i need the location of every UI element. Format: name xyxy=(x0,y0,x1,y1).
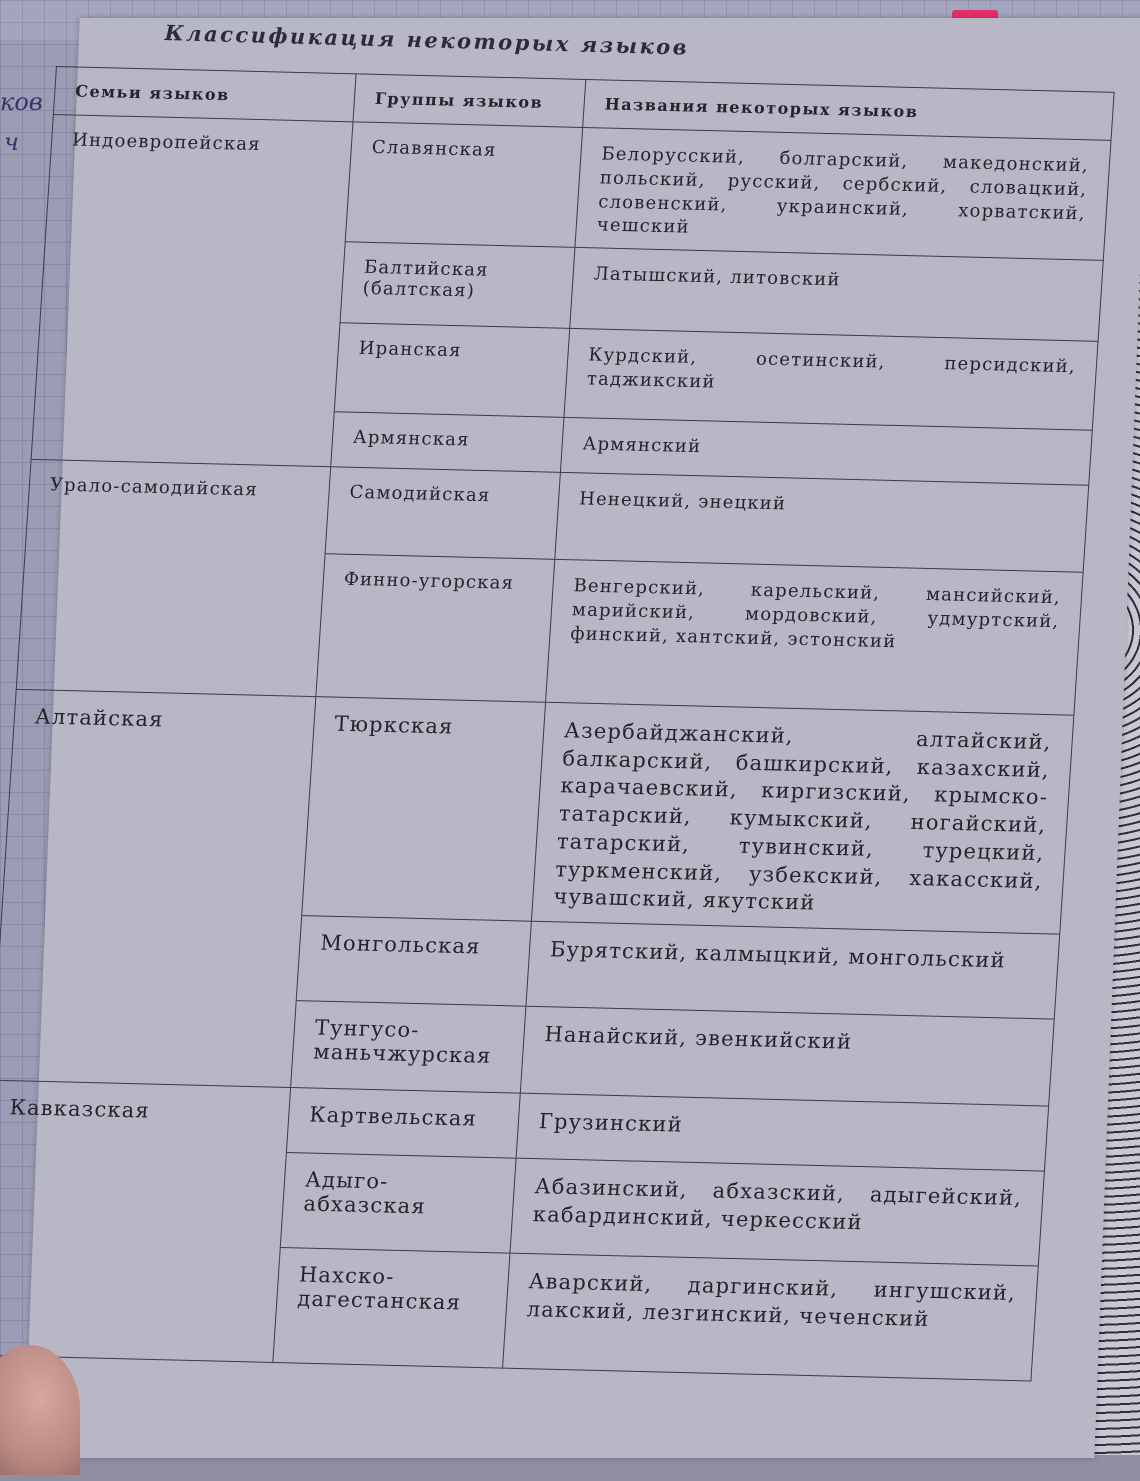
table-row xyxy=(46,114,1111,260)
languages-cell: Белорусский, болгарский, македонский, польский, русский, сербский, словацкий, словенский, украинский, хорватский, чешский xyxy=(575,127,1111,260)
group-cell: Славянская xyxy=(345,122,582,248)
classification-table-wrapper xyxy=(0,66,1115,1481)
group-cell: Тунгусо-маньчжурская xyxy=(291,1001,526,1094)
group-cell: Тюркская xyxy=(302,697,546,922)
family-cell: Алтайская xyxy=(0,689,316,1087)
languages-cell: Латышский, литовский xyxy=(570,247,1104,341)
group-cell: Монгольская xyxy=(296,916,531,1007)
languages-cell: Азербайджанский, алтайский, балкарский, башкирский, казахский, карачаевский, киргизский, крымско-татарский, кумыкский, ногайский, татарский, тувинский, турецкий, туркменский, узбекский, хакасский, чувашский, якутский xyxy=(531,702,1073,934)
group-cell: Финно-угорская xyxy=(316,554,555,703)
family-cell: Кавказская xyxy=(0,1080,291,1362)
margin-note-2: ч xyxy=(4,128,19,156)
languages-cell: Бурятский, калмыцкий, монгольский xyxy=(526,921,1060,1019)
languages-cell: Аварский, даргинский, ингушский, лакский, лезгинский, чеченский xyxy=(503,1253,1039,1381)
group-cell: Армянская xyxy=(331,412,564,473)
family-cell: Индоевропейская xyxy=(31,114,353,466)
languages-cell: Курдский, осетинский, персидский, таджикский xyxy=(564,328,1098,430)
header-languages: Названия некоторых языков xyxy=(583,79,1114,140)
header-families: Семьи языков xyxy=(53,67,356,122)
table-row xyxy=(2,689,1074,934)
languages-cell: Абазинский, абхазский, адыгейский, кабардинский, черкесский xyxy=(510,1158,1044,1266)
languages-cell: Армянский xyxy=(560,417,1092,485)
family-cell: Урало-самодийская xyxy=(16,459,330,696)
languages-cell: Грузинский xyxy=(516,1093,1049,1171)
languages-cell: Венгерский, карельский, мансийский, марийский, мордовский, удмуртский, финский, хантский, эстонский xyxy=(546,559,1084,715)
group-cell: Самодийская xyxy=(325,467,560,560)
group-cell: Адыго-абхазская xyxy=(280,1153,516,1254)
languages-cell: Нанайский, эвенкийский xyxy=(520,1006,1054,1106)
group-cell: Иранская xyxy=(334,323,569,418)
group-cell: Нахско-дагестанская xyxy=(273,1248,510,1369)
page-title: Классификация некоторых языков xyxy=(164,20,690,60)
languages-cell: Ненецкий, энецкий xyxy=(555,472,1089,572)
header-groups: Группы языков xyxy=(353,74,586,128)
group-cell: Балтийская (балтская) xyxy=(340,242,575,329)
margin-note-1: ков xyxy=(0,88,43,116)
group-cell: Картвельская xyxy=(286,1088,520,1159)
classification-table xyxy=(0,66,1115,1382)
